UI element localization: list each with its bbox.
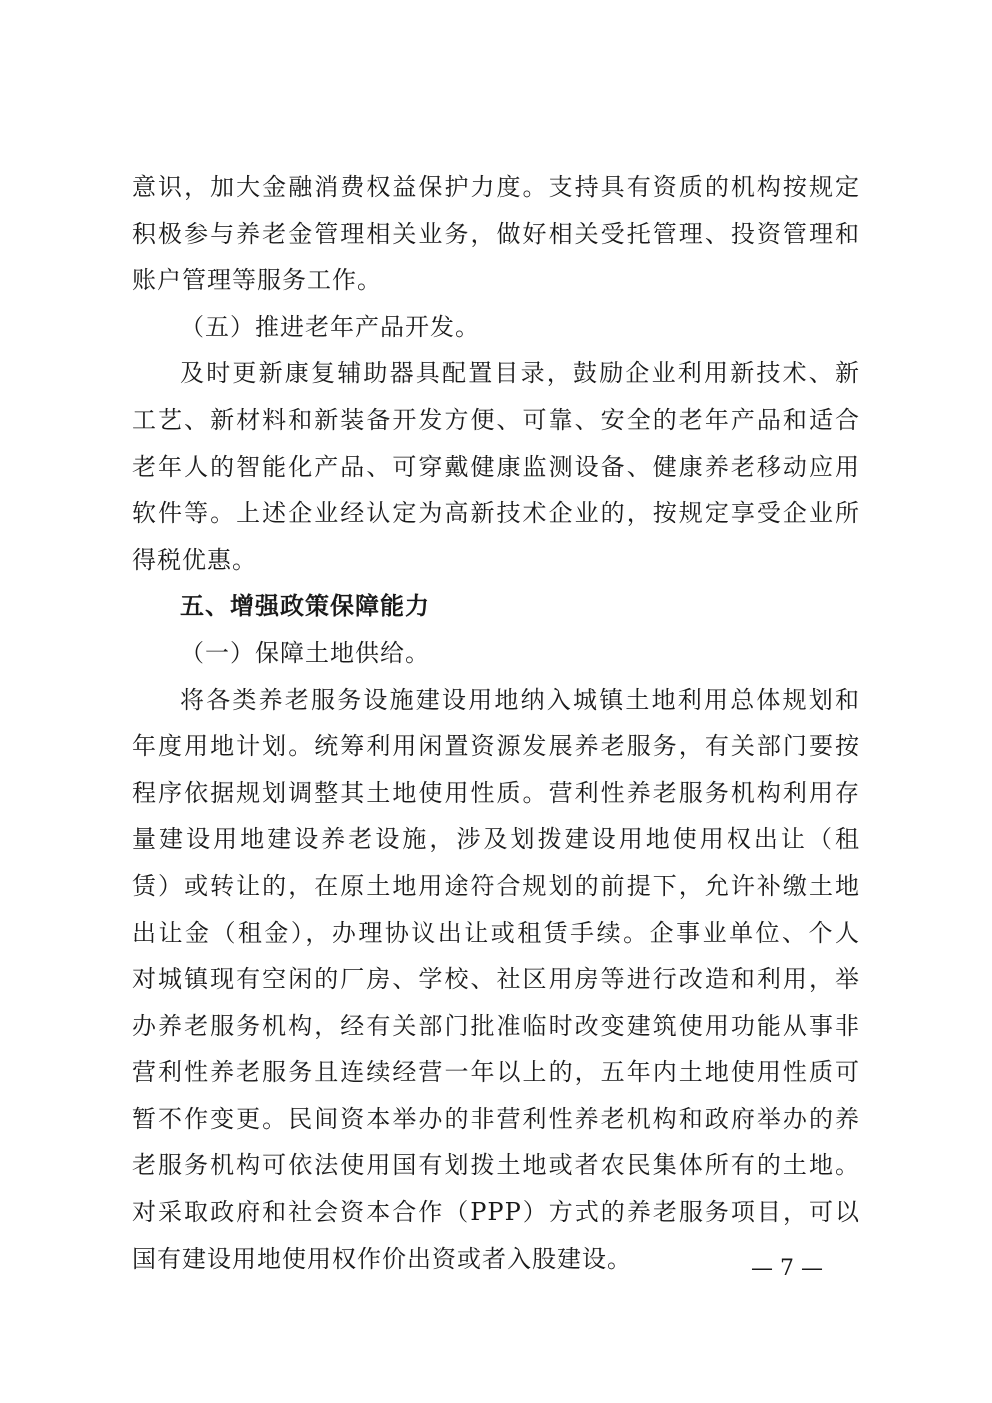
page-number: — 7 —: [751, 1256, 823, 1281]
text-line: 年度用地计划。统筹利用闲置资源发展养老服务，有关部门要按: [132, 732, 860, 761]
text-line: 暂不作变更。民间资本举办的非营利性养老机构和政府举办的养: [132, 1104, 860, 1133]
text-line: 积极参与养老金管理相关业务，做好相关受托管理、投资管理和: [132, 219, 860, 248]
paragraph-senior-products: [132, 350, 860, 583]
text-line: 工艺、新材料和新装备开发方便、可靠、安全的老年产品和适合: [132, 405, 860, 434]
text-line: 赁）或转让的，在原土地用途符合规划的前提下，允许补缴土地: [132, 871, 860, 900]
text-line: 五、增强政策保障能力: [180, 592, 430, 621]
text-line: 老年人的智能化产品、可穿戴健康监测设备、健康养老移动应用: [132, 452, 860, 481]
text-line: 办养老服务机构，经有关部门批准临时改变建筑使用功能从事非: [132, 1011, 860, 1040]
text-line: 对采取政府和社会资本合作（PPP）方式的养老服务项目，可以: [132, 1198, 860, 1227]
text-line: 营利性养老服务且连续经营一年以上的，五年内土地使用性质可: [132, 1058, 860, 1087]
text-line: 将各类养老服务设施建设用地纳入城镇土地利用总体规划和: [180, 685, 860, 714]
text-line: 老服务机构可依法使用国有划拨土地或者农民集体所有的土地。: [132, 1151, 860, 1180]
text-line: （一）保障土地供给。: [180, 638, 430, 667]
text-line: 对城镇现有空闲的厂房、学校、社区用房等进行改造和利用，举: [132, 965, 860, 994]
text-line: （五）推进老年产品开发。: [180, 312, 480, 341]
text-line: 软件等。上述企业经认定为高新技术企业的，按规定享受企业所: [132, 499, 860, 528]
text-line: 及时更新康复辅助器具配置目录，鼓励企业利用新技术、新: [180, 359, 860, 388]
text-line: 账户管理等服务工作。: [132, 266, 382, 295]
document-body: [132, 164, 860, 1282]
paragraph-land-supply: [132, 677, 860, 1283]
section-heading-policy-support: [132, 583, 860, 630]
subheading-senior-products: [132, 304, 860, 351]
subheading-land-supply: [132, 630, 860, 677]
paragraph-continuation: [132, 164, 860, 304]
text-line: 得税优惠。: [132, 545, 257, 574]
text-line: 程序依据规划调整其土地使用性质。营利性养老服务机构利用存: [132, 778, 860, 807]
text-line: 国有建设用地使用权作价出资或者入股建设。: [132, 1244, 632, 1273]
text-line: 意识，加大金融消费权益保护力度。支持具有资质的机构按规定: [132, 173, 860, 201]
text-line: 量建设用地建设养老设施，涉及划拨建设用地使用权出让（租: [132, 825, 860, 854]
text-line: 出让金（租金），办理协议出让或租赁手续。企事业单位、个人: [132, 918, 860, 947]
